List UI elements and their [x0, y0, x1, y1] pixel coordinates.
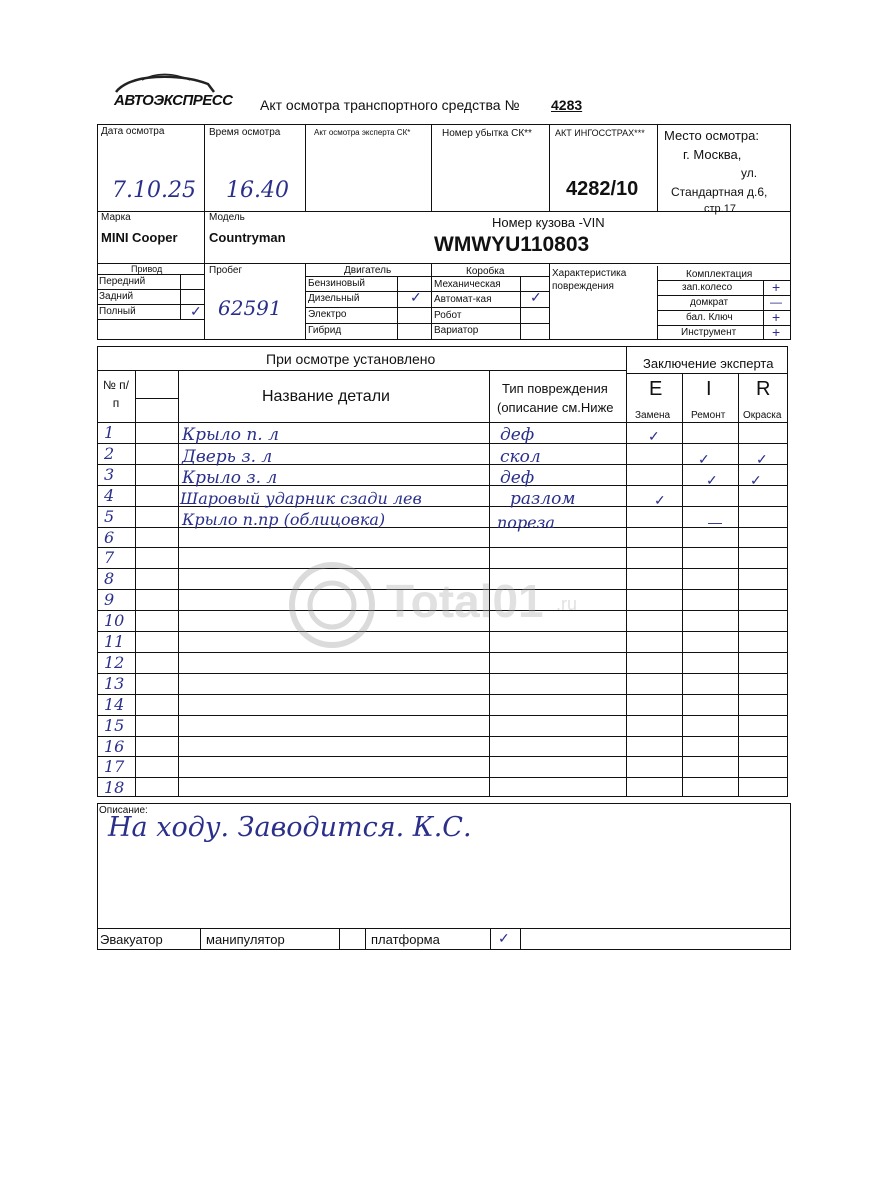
gearbox-label: Коробка	[466, 266, 505, 277]
col-damage-header-1: Тип повреждения	[502, 381, 608, 396]
col-r-sub: Окраска	[743, 410, 782, 421]
row-2-damage: скол	[500, 447, 541, 467]
row-number: 11	[104, 632, 125, 651]
engine-electric: Электро	[308, 309, 347, 320]
col-e-header: E	[649, 378, 663, 400]
conclusion-title: Заключение эксперта	[643, 356, 774, 371]
drive-label: Привод	[131, 264, 163, 274]
engine-diesel: Дизельный	[308, 293, 360, 304]
brand-value: MINI Cooper	[101, 230, 178, 245]
document-title: Акт осмотра транспортного средства №	[260, 97, 520, 113]
gearbox-manual: Механическая	[434, 279, 501, 290]
time-value: 16.40	[226, 178, 289, 203]
row-1-part: Крыло п. л	[182, 425, 279, 445]
place-line3: Стандартная д.6,	[671, 185, 768, 199]
gearbox-auto: Автомат-кая	[434, 294, 492, 305]
row-3-paint-check-icon: ✓	[750, 472, 762, 488]
row-number: 3	[104, 465, 115, 484]
col-damage-header-2: (описание см.Ниже	[497, 400, 614, 415]
evacuator-label: Эвакуатор	[100, 932, 163, 947]
logo-text: АВТОЭКСПРЕСС	[114, 92, 233, 109]
row-number: 1	[104, 423, 115, 442]
description-label: Описание:	[99, 805, 148, 816]
row-5-part: Крыло п.пр (облицовка)	[182, 510, 386, 529]
drive-front: Передний	[99, 276, 146, 287]
date-label: Дата осмотра	[101, 126, 165, 137]
row-number: 6	[104, 528, 115, 547]
row-5-repair-check-icon: —	[708, 514, 722, 530]
row-number: 12	[104, 653, 125, 672]
ingos-value: 4282/10	[566, 178, 639, 200]
time-label: Время осмотра	[209, 127, 281, 138]
platform-label: платформа	[371, 932, 440, 947]
mileage-label: Пробег	[209, 265, 243, 276]
place-line4: стр.17	[704, 203, 736, 215]
row-number: 2	[104, 444, 115, 463]
row-2-paint-check-icon: ✓	[756, 451, 768, 467]
row-number: 15	[104, 716, 125, 735]
kit-label: Комплектация	[686, 269, 753, 280]
col-part-header: Название детали	[262, 388, 390, 405]
gearbox-variator: Вариатор	[434, 325, 479, 336]
car-logo-icon	[112, 72, 218, 94]
row-number: 16	[104, 737, 125, 756]
row-number: 18	[104, 778, 125, 797]
loss-number-label: Номер убытка СК**	[442, 128, 532, 139]
row-4-part: Шаровый ударник сзади лев	[180, 489, 422, 508]
row-2-part: Дверь з. л	[182, 447, 273, 467]
engine-hybrid: Гибрид	[308, 325, 342, 336]
drive-full: Полный	[99, 306, 136, 317]
watermark	[286, 560, 606, 650]
row-3-repair-check-icon: ✓	[706, 472, 718, 488]
ingos-label: АКТ ИНГОССТРАХ***	[555, 128, 645, 138]
description-text: На ходу. Заводится. К.С.	[108, 812, 472, 843]
row-1-damage: деф	[500, 425, 535, 445]
row-number: 4	[104, 486, 115, 505]
row-number: 17	[104, 757, 125, 776]
row-3-damage: деф	[500, 468, 535, 488]
drive-full-check-icon: ✓	[190, 303, 202, 319]
gearbox-auto-check-icon: ✓	[530, 289, 542, 305]
model-label: Модель	[209, 212, 245, 223]
row-2-repair-check-icon: ✓	[698, 451, 710, 467]
engine-petrol: Бензиновый	[308, 278, 365, 289]
logo	[112, 72, 233, 112]
row-1-replace-check-icon: ✓	[648, 428, 660, 444]
engine-label: Двигатель	[344, 265, 392, 276]
watermark-text: Total01	[386, 575, 544, 627]
mileage-value: 62591	[218, 296, 282, 320]
brand-label: Марка	[101, 212, 131, 223]
row-number: 8	[104, 569, 115, 588]
place-line2: ул.	[741, 166, 758, 180]
row-5-damage: пореза	[497, 513, 555, 532]
row-number: 10	[104, 611, 125, 630]
manipulator-label: манипулятор	[206, 932, 285, 947]
vin-value: WMWYU110803	[434, 233, 590, 256]
date-value: 7.10.25	[112, 178, 196, 203]
damage-char-label: Характеристика повреждения	[552, 268, 627, 292]
row-number: 13	[104, 674, 125, 693]
row-3-part: Крыло з. л	[182, 468, 278, 488]
place-label: Место осмотра:	[664, 128, 759, 143]
act-number: 4283	[551, 97, 583, 113]
kit-wrench: бал. Ключ	[686, 312, 733, 323]
kit-spare-wheel: зап.колесо	[682, 282, 733, 293]
kit-tools: Инструмент	[681, 327, 737, 338]
col-i-sub: Ремонт	[691, 410, 726, 421]
watermark-suffix: .ru	[556, 594, 578, 614]
model-value: Countryman	[209, 230, 286, 245]
row-number: 9	[104, 590, 115, 609]
kit-tools-mark: +	[772, 324, 781, 340]
row-number: 14	[104, 695, 125, 714]
kit-spare-wheel-mark: +	[772, 279, 781, 295]
kit-jack-mark: —	[770, 295, 782, 309]
row-4-replace-check-icon: ✓	[654, 492, 666, 508]
row-4-damage: разлом	[510, 489, 576, 509]
vin-label: Номер кузова -VIN	[492, 215, 605, 230]
col-e-sub: Замена	[635, 410, 671, 421]
row-number: 7	[104, 548, 115, 567]
watermark-logo-icon	[286, 560, 382, 650]
place-line1: г. Москва,	[683, 147, 742, 162]
col-r-header: R	[756, 378, 771, 400]
platform-check-icon: ✓	[498, 930, 510, 946]
gearbox-robot: Робот	[434, 310, 462, 321]
col-num-header: № п/п	[102, 378, 130, 410]
row-number: 5	[104, 507, 115, 526]
kit-jack: домкрат	[690, 297, 729, 308]
engine-diesel-check-icon: ✓	[410, 289, 422, 305]
drive-rear: Задний	[99, 291, 134, 302]
col-i-header: I	[706, 378, 712, 400]
findings-title: При осмотре установлено	[266, 351, 436, 367]
kit-wrench-mark: +	[772, 309, 781, 325]
expert-act-label: Акт осмотра эксперта СК*	[314, 128, 411, 137]
